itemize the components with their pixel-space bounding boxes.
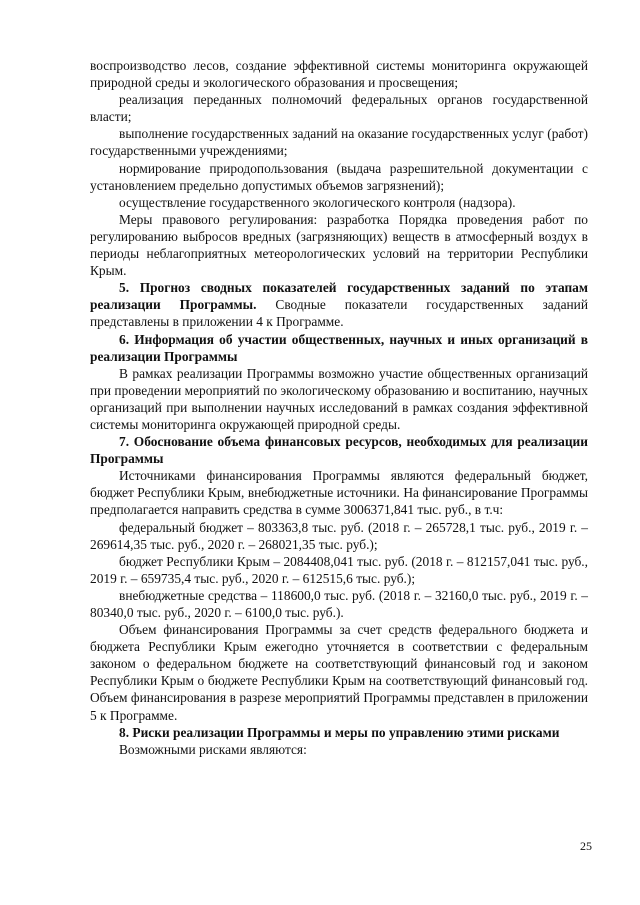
section-6-text: В рамках реализации Программы возможно участие общественных организаций при проведении мероприятий по экологическому образованию и воспитанию, научных организаций при выполнении научных исследований в рамках создания эффективной системы мониторинга окружающей природной среды.	[90, 365, 588, 432]
section-8-text: Возможными рисками являются:	[119, 741, 307, 757]
section-8-heading: 8. Риски реализации Программы и меры по управлению этими рисками	[119, 724, 560, 740]
paragraph-legal-regulation: Меры правового регулирования: разработка Порядка проведения работ по регулированию выбросов вредных (загрязняющих) веществ в атмосферный воздух в периоды неблагоприятных метеорологических условий на территории Республики Крым.	[90, 211, 588, 279]
section-7-paragraph-volume: Объем финансирования Программы за счет средств федерального бюджета и бюджета Республики Крым ежегодно уточняется в соответствии с федеральным законом о федеральном бюджете на соответствующий финансовый год и законом Республики Крым о бюджете Республики Крым на соответствующий финансовый год. Объем финансирования в разрезе мероприятий Программы представлен в приложении 5 к Программе.	[90, 622, 588, 723]
paragraph-state-assignments: выполнение государственных заданий на оказание государственных услуг (работ) государственными учреждениями;	[90, 126, 588, 159]
section-7-paragraph-extrabudgetary: внебюджетные средства – 118600,0 тыс. руб. (2018 г. – 32160,0 тыс. руб., 2019 г. – 80340,0 тыс. руб., 2020 г. – 6100,0 тыс. руб.).	[90, 587, 588, 620]
section-6-heading: 6. Информация об участии общественных, научных и иных организаций в реализации Программы	[90, 331, 588, 364]
section-7-paragraph-federal: федеральный бюджет – 803363,8 тыс. руб. (2018 г. – 265728,1 тыс. руб., 2019 г. – 269614,35 тыс. руб., 2020 г. – 268021,35 тыс. руб.);	[90, 519, 588, 552]
section-5	[90, 279, 588, 330]
paragraph-delegated-powers: реализация переданных полномочий федеральных органов государственной власти;	[90, 92, 588, 125]
paragraph-forestry: воспроизводство лесов, создание эффективной системы мониторинга окружающей природной среды и экологического образования и просвещения;	[90, 58, 588, 91]
section-7-heading: 7. Обоснование объема финансовых ресурсов, необходимых для реализации Программы	[90, 434, 588, 467]
paragraph-ecological-control: осуществление государственного экологического контроля (надзора).	[119, 194, 516, 210]
section-5-heading: 5. Прогноз сводных показателей государственных заданий по этапам реализации Программы.	[90, 280, 588, 313]
paragraph-nature-use-rationing: нормирование природопользования (выдача разрешительной документации с установлением предельно допустимых объемов загрязнений);	[90, 160, 588, 193]
document-body	[90, 57, 588, 758]
section-5-text: Сводные показатели государственных заданий представлены в приложении 4 к Программе.	[90, 297, 589, 330]
section-7-paragraph-regional: бюджет Республики Крым – 2084408,041 тыс. руб. (2018 г. – 812157,041 тыс. руб., 2019 г. – 659735,4 тыс. руб., 2020 г. – 612515,6 тыс. руб.);	[90, 553, 588, 586]
page-number: 25	[580, 839, 592, 853]
section-7-paragraph-sources: Источниками финансирования Программы являются федеральный бюджет, бюджет Республики Крым, внебюджетные источники. На финансирование Программы предполагается направить средства в сумме 3006371,841 тыс. руб., в т.ч:	[90, 468, 588, 518]
